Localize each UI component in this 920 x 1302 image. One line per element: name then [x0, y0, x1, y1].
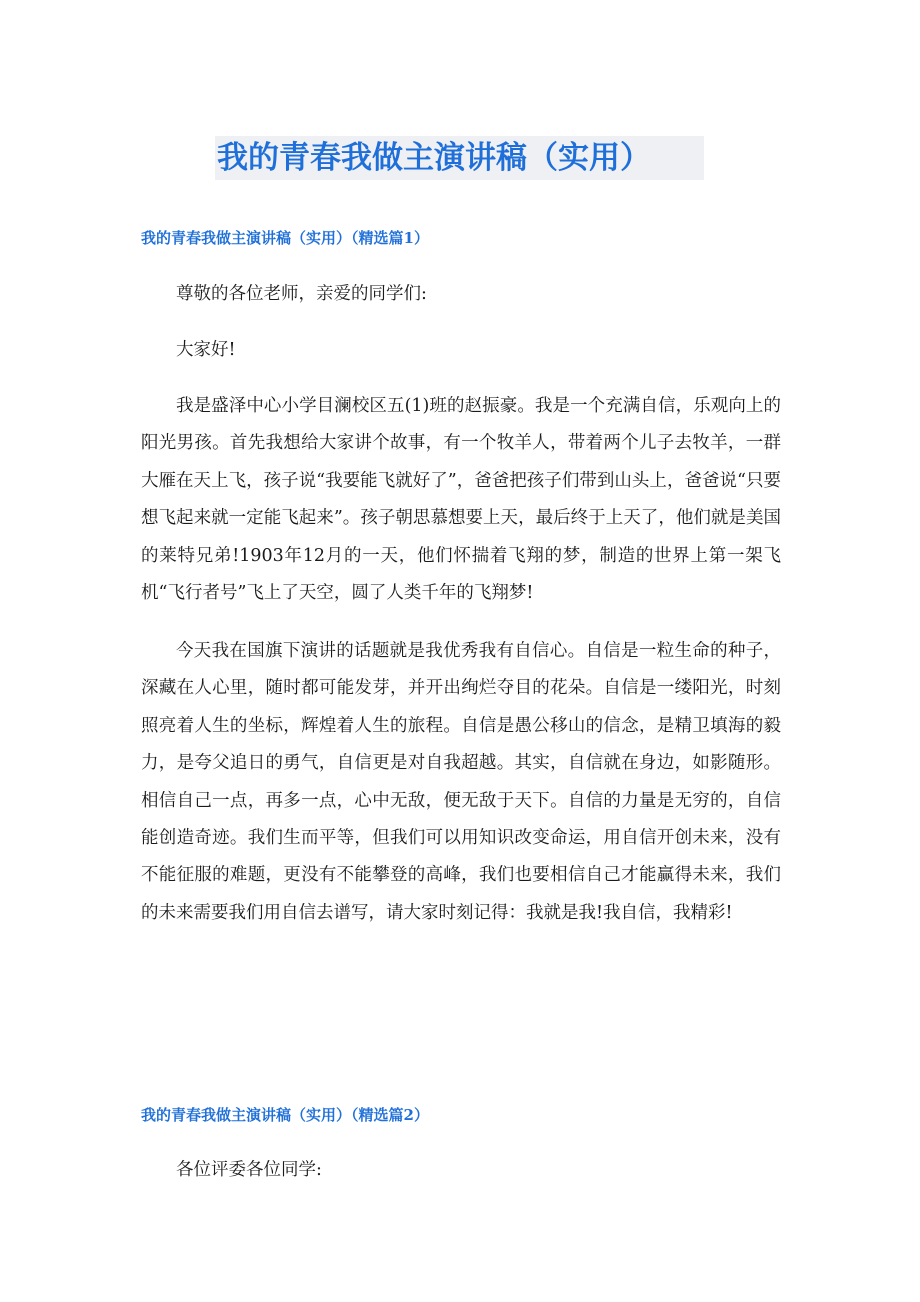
section-heading-1: 我的青春我做主演讲稿（实用）（精选篇1） — [141, 229, 429, 247]
paragraph: 今天我在国旗下演讲的话题就是我优秀我有自信心。自信是一粒生命的种子，深藏在人心里，随时都可能发芽，并开出绚烂夺目的花朵。自信是一缕阳光，时刻照亮着人生的坐标，辉煌着人生的旅程。自信是愚公移山的信念，是精卫填海的毅力，是夸父追日的勇气，自信更是对自我超越。其实，自信就在身边，如影随形。相信自己一点，再多一点，心中无敌，便无敌于天下。自信的力量是无穷的，自信能创造奇迹。我们生而平等，但我们可以用知识改变命运，用自信开创未来，没有不能征服的难题，更没有不能攀登的高峰，我们也要相信自己才能赢得未来，我们的未来需要我们用自信去谱写，请大家时刻记得：我就是我!我自信，我精彩! — [141, 641, 781, 923]
section-heading-2: 我的青春我做主演讲稿（实用）（精选篇2） — [141, 1106, 429, 1124]
document-title: 我的青春我做主演讲稿（实用） — [215, 136, 704, 180]
paragraph: 尊敬的各位老师，亲爱的同学们: — [176, 284, 427, 304]
paragraph: 各位评委各位同学: — [176, 1160, 322, 1180]
paragraph: 我是盛泽中心小学目澜校区五(1)班的赵振豪。我是一个充满自信，乐观向上的阳光男孩。首先我想给大家讲个故事，有一个牧羊人，带着两个儿子去牧羊，一群大雁在天上飞，孩子说“我要能飞就好了”，爸爸把孩子们带到山头上，爸爸说“只要想飞起来就一定能飞起来”。孩子朝思慕想要上天，最后终于上天了，他们就是美国的莱特兄弟!1903年12月的一天，他们怀揣着飞翔的梦，制造的世界上第一架飞机“飞行者号”飞上了天空，圆了人类千年的飞翔梦! — [141, 396, 781, 604]
paragraph: 大家好! — [176, 340, 236, 360]
